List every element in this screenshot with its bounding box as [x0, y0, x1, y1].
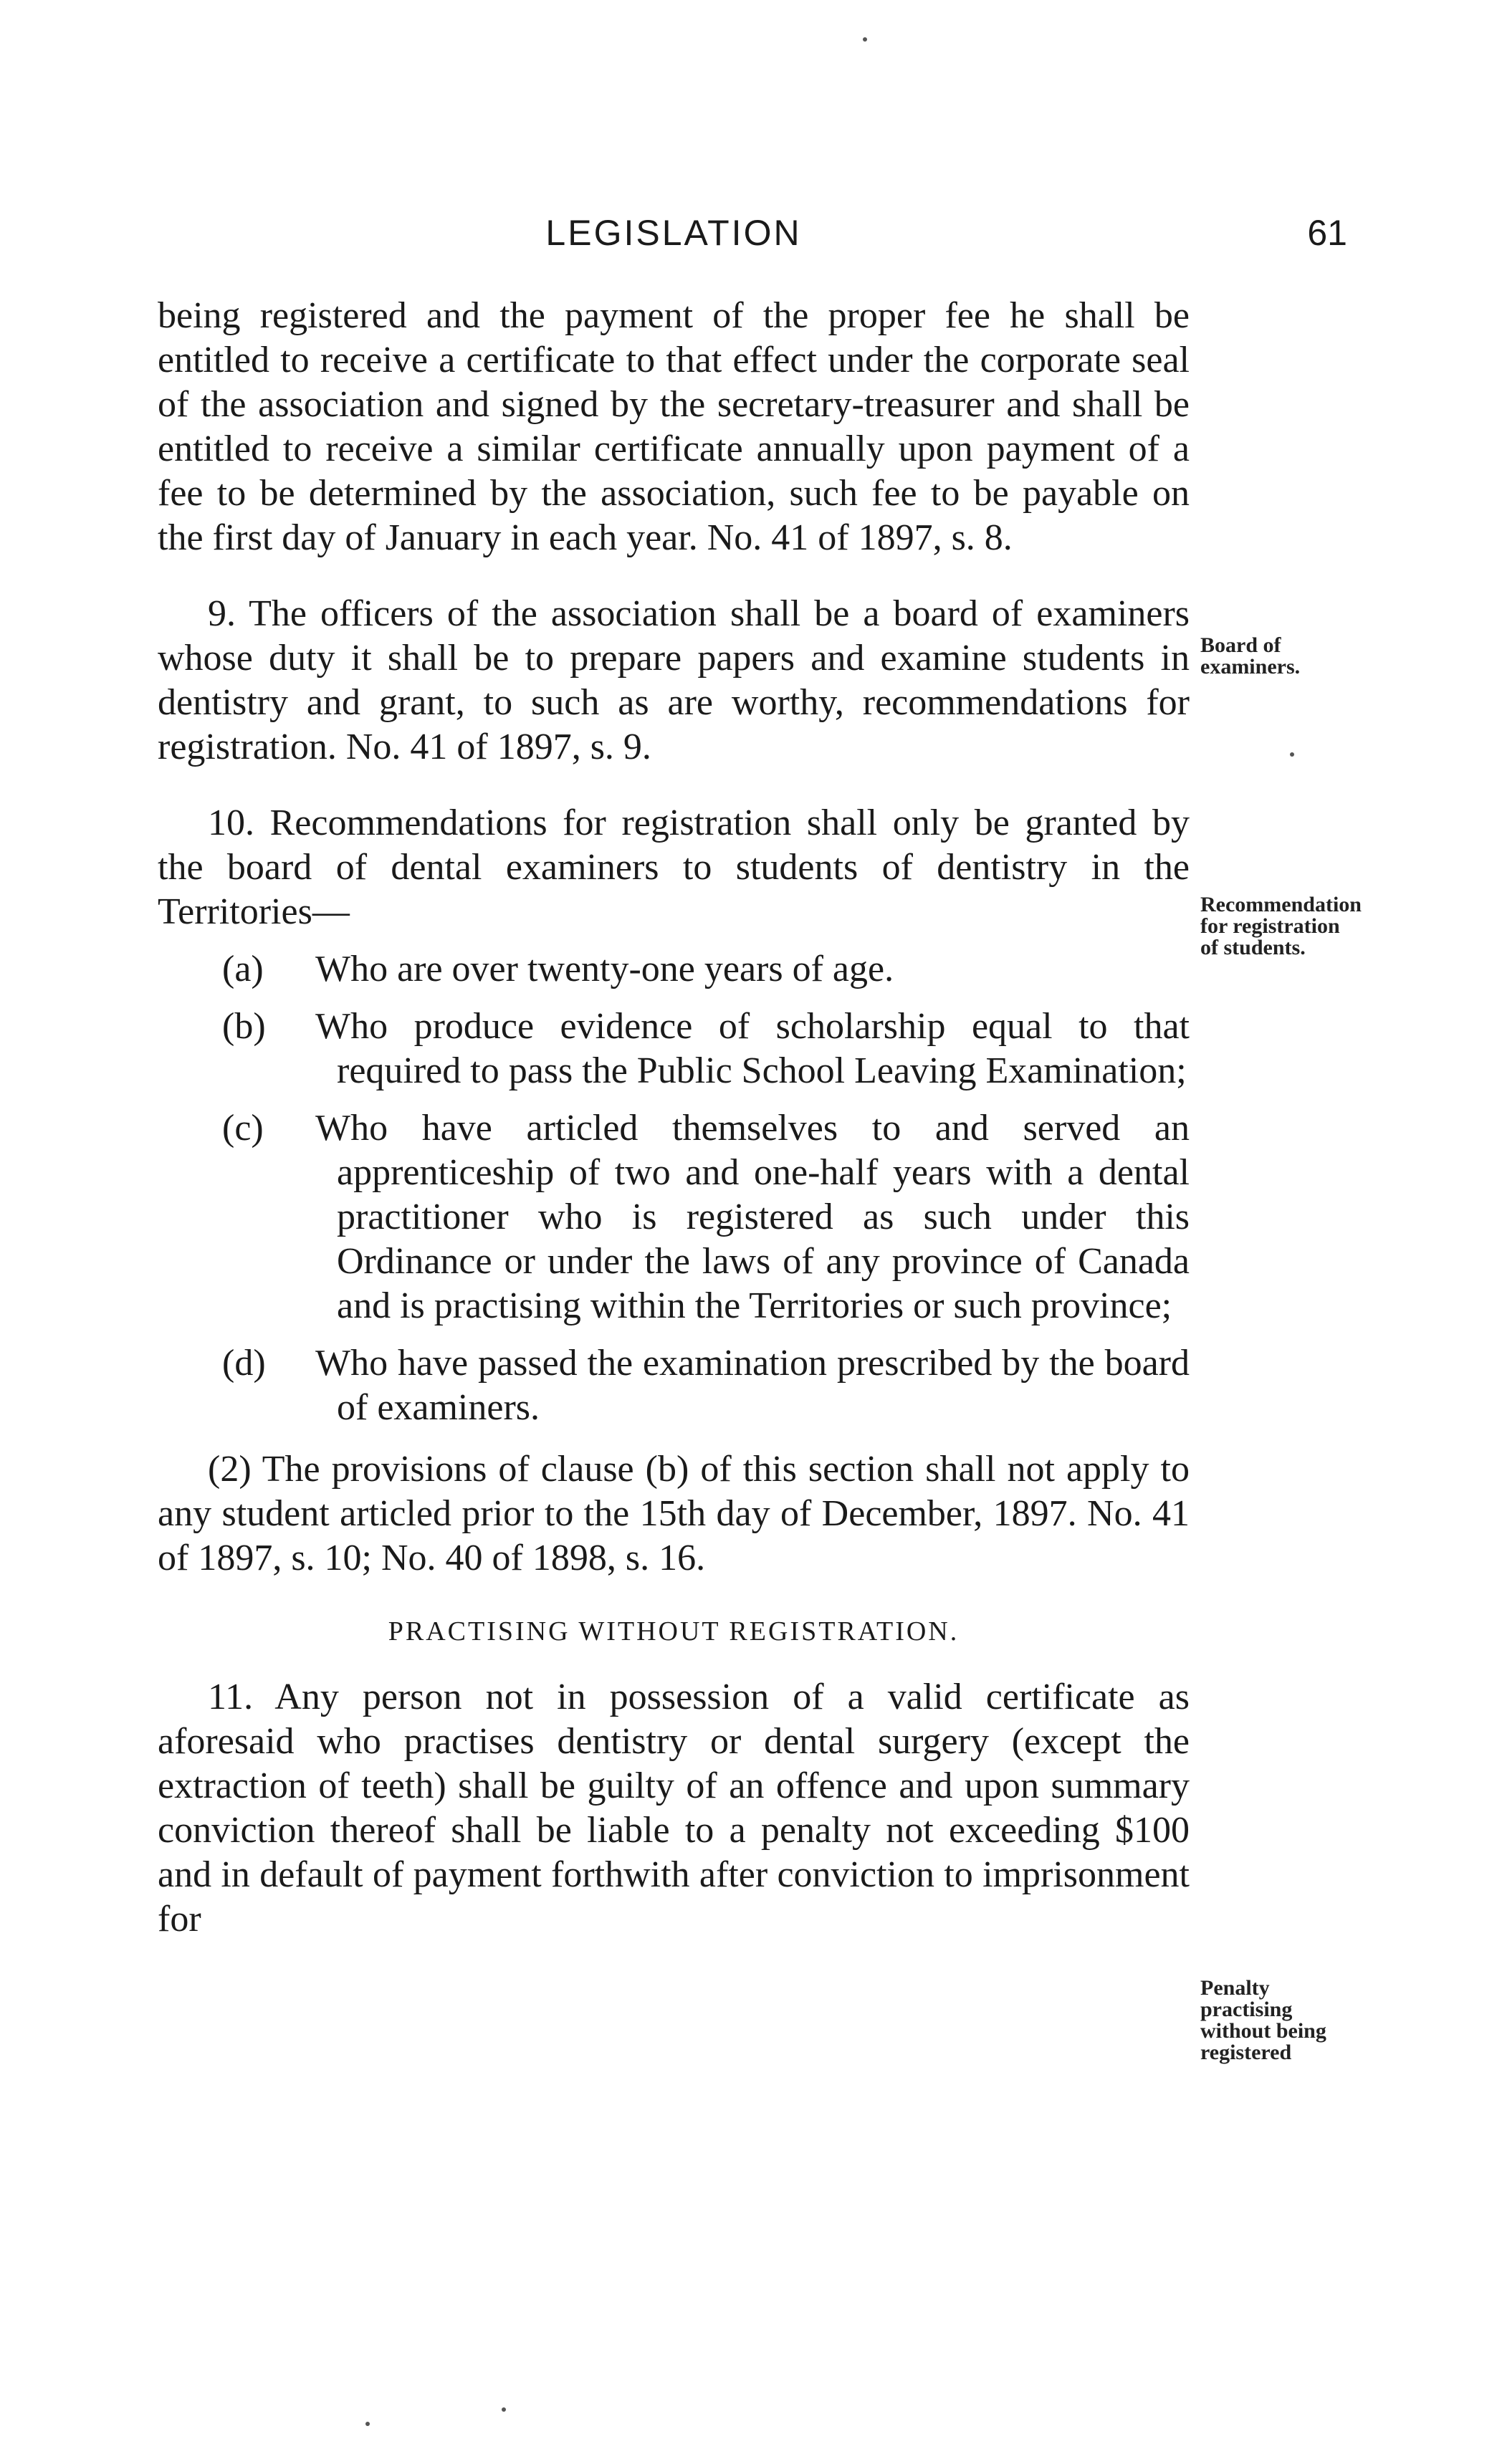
clause-d: [158, 1341, 1190, 1430]
clause-text: Who have articled themselves to and served an apprenticeship of two and one-half years with a dental practitioner who is registered as such under this Ordinance or under the laws of any province of Canada and is practising within the Territories or such province;: [315, 1108, 1190, 1326]
paragraph-section-9: 9. The officers of the association shall be a board of examiners whose duty it shall be to prepare papers and examine students in dentistry and grant, to such as are worthy, recommendations for registration. No. 41 of 1897, s. 9.: [158, 593, 1190, 767]
paragraph-section-10-2: (2) The provisions of clause (b) of this section shall not apply to any student articled prior to the 15th day of December, 1897. No. 41 of 1897, s. 10; No. 40 of 1898, s. 16.: [158, 1449, 1190, 1578]
body-text: [158, 294, 1190, 1942]
page-header: [158, 212, 1347, 262]
paper-speck: [1290, 752, 1294, 757]
clause-label: (d): [222, 1343, 266, 1384]
clause-a: [158, 947, 1190, 992]
paper-speck: [365, 2422, 370, 2426]
paper-speck: [863, 37, 867, 42]
section-heading: PRACTISING WITHOUT REGISTRATION.: [388, 1616, 960, 1646]
paragraph-section-11: 11. Any person not in possession of a valid certificate as aforesaid who practises dentistry or dental surgery (except the extraction of teeth) shall be guilty of an offence and upon summary conviction thereof shall be liable to a penalty not exceeding $100 and in default of payment forthwith after conviction to imprisonment for: [158, 1677, 1190, 1940]
clause-c: [158, 1106, 1190, 1328]
clause-label: (b): [222, 1006, 266, 1047]
paper-speck: [502, 2407, 506, 2412]
margin-note-board: Board of examiners.: [1200, 633, 1301, 679]
clause-text: Who produce evidence of scholarship equal to that required to pass the Public School Leaving Examination;: [315, 1006, 1190, 1091]
running-head: LEGISLATION: [545, 213, 802, 253]
margin-note-recommendation: Recommendation for registration of students.: [1200, 893, 1362, 959]
margin-note-penalty: Penalty practising without being registered: [1200, 1976, 1326, 2064]
clause-text: Who are over twenty-one years of age.: [315, 949, 894, 989]
clause-b: [158, 1005, 1190, 1093]
clause-label: (a): [222, 949, 264, 989]
paragraph-section-10: 10. Recommendations for registration shall only be granted by the board of dental examiners to students of dentistry in the Territories—: [158, 802, 1190, 932]
clause-text: Who have passed the examination prescribed by the board of examiners.: [315, 1343, 1190, 1428]
paragraph-continuation: being registered and the payment of the proper fee he shall be entitled to receive a certificate to that effect under the corporate seal of the association and signed by the secretary-treasurer and shall be entitled to receive a similar certificate annually upon payment of a fee to be determined by the association, such fee to be payable on the first day of January in each year. No. 41 of 1897, s. 8.: [158, 295, 1190, 558]
clause-label: (c): [222, 1108, 264, 1149]
page-number: 61: [1307, 213, 1347, 253]
